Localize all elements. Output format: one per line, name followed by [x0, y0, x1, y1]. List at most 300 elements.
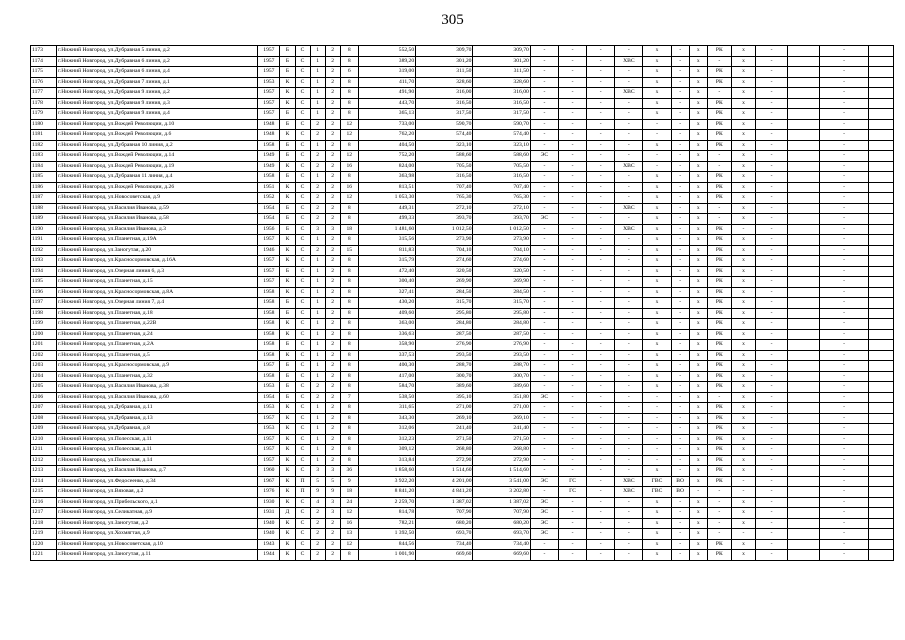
table-cell: - [820, 182, 868, 193]
table-cell: 269,10 [473, 413, 530, 424]
table-cell: 669,60 [473, 550, 530, 561]
table-cell: - [615, 445, 643, 456]
table-row [31, 518, 894, 529]
table-row [31, 308, 894, 319]
table-cell: - [731, 487, 755, 498]
table-cell: 8 [340, 56, 358, 67]
table-cell [788, 529, 820, 540]
table-cell: ХВС [615, 161, 643, 172]
table-cell: 269,10 [416, 413, 473, 424]
table-cell: 316,50 [416, 172, 473, 183]
table-cell: 4 201,00 [416, 476, 473, 487]
table-cell: Б [280, 119, 295, 130]
table-row [31, 245, 894, 256]
table-cell: 1203 [31, 361, 57, 372]
table-cell: - [820, 98, 868, 109]
table-cell: - [558, 235, 586, 246]
table-cell: 319,00 [358, 67, 415, 78]
table-cell: х [731, 109, 755, 120]
table-cell: - [756, 119, 788, 130]
table-cell: С [295, 203, 310, 214]
table-cell: х [643, 382, 671, 393]
table-cell: С [295, 109, 310, 120]
table-cell: С [295, 434, 310, 445]
table-cell: Б [280, 382, 295, 393]
table-cell: х [731, 445, 755, 456]
table-cell: х [643, 287, 671, 298]
table-cell: 1198 [31, 308, 57, 319]
table-cell: 271,50 [416, 434, 473, 445]
table-cell: С [295, 340, 310, 351]
table-cell: Б [280, 109, 295, 120]
table-cell: - [558, 508, 586, 519]
table-cell: С [295, 455, 310, 466]
table-cell [868, 382, 893, 393]
table-cell: х [643, 172, 671, 183]
table-cell: х [643, 88, 671, 99]
table-cell: 274,60 [473, 256, 530, 267]
table-cell: х [689, 119, 707, 130]
table-cell: - [587, 518, 615, 529]
table-cell: х [689, 382, 707, 393]
table-cell: - [820, 455, 868, 466]
table-cell: х [731, 277, 755, 288]
table-cell: - [731, 224, 755, 235]
table-cell: - [587, 151, 615, 162]
table-cell: - [530, 466, 558, 477]
table-cell: 2 [325, 287, 340, 298]
table-cell: 2 [310, 529, 325, 540]
table-cell [788, 161, 820, 172]
table-cell: К [280, 245, 295, 256]
table-cell: 16 [340, 518, 358, 529]
table-cell: - [615, 392, 643, 403]
table-cell: х [731, 497, 755, 508]
table-cell: х [689, 56, 707, 67]
table-cell: х [689, 455, 707, 466]
table-cell: - [558, 245, 586, 256]
table-cell [788, 245, 820, 256]
table-cell: - [615, 235, 643, 246]
table-cell: х [689, 529, 707, 540]
table-cell: г.Нижний Новгород, ул.Дубравная 11 линия, д.4 [57, 172, 258, 183]
table-cell: х [731, 392, 755, 403]
table-cell: - [558, 287, 586, 298]
table-cell: - [615, 130, 643, 141]
table-cell: х [689, 67, 707, 78]
table-cell: х [731, 424, 755, 435]
table-cell: - [587, 529, 615, 540]
table-cell: г.Нижний Новгород, ул.Вождей Революции, д.6 [57, 130, 258, 141]
table-cell: - [820, 256, 868, 267]
table-cell: 1943 [258, 539, 280, 550]
table-cell: - [671, 424, 689, 435]
table-cell: - [615, 466, 643, 477]
table-cell: 1 [310, 235, 325, 246]
table-cell: - [643, 403, 671, 414]
table-cell: 1958 [258, 298, 280, 309]
table-cell: 5 [325, 476, 340, 487]
table-cell: 1 387,02 [473, 497, 530, 508]
table-cell: 765,30 [473, 193, 530, 204]
table-cell: 2 [325, 392, 340, 403]
table-row [31, 119, 894, 130]
table-cell [788, 308, 820, 319]
table-cell: - [671, 539, 689, 550]
table-cell: - [558, 98, 586, 109]
table-row [31, 455, 894, 466]
table-cell: 2 [325, 518, 340, 529]
table-cell: х [731, 350, 755, 361]
table-cell: К [280, 550, 295, 561]
table-cell: - [756, 308, 788, 319]
table-cell: 762,20 [358, 130, 415, 141]
table-cell: 707,90 [416, 508, 473, 519]
table-row [31, 319, 894, 330]
table-cell [788, 298, 820, 309]
table-cell [788, 382, 820, 393]
table-cell: 1210 [31, 434, 57, 445]
table-row [31, 392, 894, 403]
table-cell: 1214 [31, 476, 57, 487]
table-cell: 2 [310, 182, 325, 193]
table-cell: 1212 [31, 455, 57, 466]
table-cell: 1 [310, 88, 325, 99]
table-cell [868, 308, 893, 319]
table-cell: 8 [340, 46, 358, 57]
table-cell: - [707, 151, 731, 162]
table-cell [788, 403, 820, 414]
table-cell [788, 497, 820, 508]
table-cell: 15 [340, 245, 358, 256]
table-cell: 13 [340, 529, 358, 540]
table-cell: 472,40 [358, 266, 415, 277]
table-cell: 271,50 [473, 434, 530, 445]
table-cell: - [587, 245, 615, 256]
table-cell: - [671, 235, 689, 246]
table-cell: - [820, 529, 868, 540]
table-cell: - [530, 46, 558, 57]
table-cell: - [756, 508, 788, 519]
table-cell: - [558, 224, 586, 235]
table-row [31, 529, 894, 540]
table-cell: 1957 [258, 434, 280, 445]
table-cell: - [820, 308, 868, 319]
table-cell [868, 476, 893, 487]
table-cell: 327,41 [358, 287, 415, 298]
table-row [31, 329, 894, 340]
table-cell: х [689, 371, 707, 382]
table-cell: - [756, 56, 788, 67]
table-cell: 1 [310, 172, 325, 183]
table-cell: С [295, 329, 310, 340]
table-cell: - [530, 403, 558, 414]
table-cell: 705,50 [416, 161, 473, 172]
table-cell [788, 67, 820, 78]
table-cell: х [689, 424, 707, 435]
table-cell: 552,50 [358, 46, 415, 57]
table-cell: С [295, 413, 310, 424]
table-cell: - [587, 361, 615, 372]
table-cell: - [671, 77, 689, 88]
table-cell: - [820, 361, 868, 372]
table-cell: - [615, 193, 643, 204]
table-cell: - [820, 235, 868, 246]
table-cell: - [558, 46, 586, 57]
table-cell [868, 424, 893, 435]
table-cell: - [558, 109, 586, 120]
table-cell: х [643, 539, 671, 550]
table-cell: - [820, 497, 868, 508]
table-cell: - [671, 151, 689, 162]
table-cell: - [707, 508, 731, 519]
table-cell: С [295, 266, 310, 277]
table-cell: - [587, 77, 615, 88]
table-cell: 449,31 [358, 203, 415, 214]
table-cell: 2 [325, 266, 340, 277]
table-cell: г.Нижний Новгород, ул.Планетная, д.2А [57, 340, 258, 351]
table-cell: 417,00 [358, 371, 415, 382]
table-cell: 1 [310, 256, 325, 267]
table-cell: 8 [340, 109, 358, 120]
table-cell: 733,00 [358, 119, 415, 130]
table-cell: х [689, 235, 707, 246]
table-cell: - [820, 119, 868, 130]
table-cell: - [756, 466, 788, 477]
table-cell: 491,90 [358, 88, 415, 99]
table-cell: 4 841,20 [416, 487, 473, 498]
table-cell: х [731, 518, 755, 529]
table-cell: - [671, 382, 689, 393]
table-cell: - [587, 119, 615, 130]
table-cell: 1940 [258, 529, 280, 540]
table-cell: С [295, 67, 310, 78]
table-row [31, 497, 894, 508]
table-cell [868, 172, 893, 183]
table-cell: - [558, 319, 586, 330]
table-cell: х [643, 245, 671, 256]
table-cell: - [671, 119, 689, 130]
table-cell: 1951 [258, 182, 280, 193]
table-cell: 241,40 [473, 424, 530, 435]
table-cell: - [558, 455, 586, 466]
table-cell: - [558, 413, 586, 424]
table-cell: - [558, 88, 586, 99]
table-cell: 6 [340, 67, 358, 78]
table-cell: х [643, 56, 671, 67]
table-cell: г.Нижний Новгород, ул.Селикатная, д.9 [57, 508, 258, 519]
table-cell: 2 [325, 256, 340, 267]
table-cell: х [731, 287, 755, 298]
table-cell: х [643, 109, 671, 120]
table-cell: х [643, 340, 671, 351]
table-cell: - [820, 67, 868, 78]
table-cell: - [530, 308, 558, 319]
table-row [31, 67, 894, 78]
table-cell: - [615, 382, 643, 393]
table-cell: К [280, 329, 295, 340]
table-cell: - [587, 539, 615, 550]
table-cell: х [731, 67, 755, 78]
table-cell: - [756, 392, 788, 403]
table-cell: - [671, 67, 689, 78]
table-cell: РК [707, 266, 731, 277]
table-cell: 2 [325, 67, 340, 78]
table-cell: г.Нижний Новгород, ул.Федосеенко, д.34 [57, 476, 258, 487]
table-cell: 2 [325, 298, 340, 309]
table-cell: х [689, 550, 707, 561]
table-row [31, 403, 894, 414]
table-cell: - [530, 434, 558, 445]
table-cell: 288,70 [473, 361, 530, 372]
table-cell: 276,90 [473, 340, 530, 351]
table-cell: С [295, 119, 310, 130]
table-cell: - [530, 413, 558, 424]
table-cell: - [587, 350, 615, 361]
table-cell: х [731, 550, 755, 561]
table-cell: 2 [310, 539, 325, 550]
table-cell: х [689, 329, 707, 340]
table-cell: - [756, 287, 788, 298]
table-cell: 1 001,90 [358, 550, 415, 561]
table-cell: 2 [325, 214, 340, 225]
table-cell: К [280, 539, 295, 550]
table-cell: Б [280, 361, 295, 372]
table-cell: - [671, 298, 689, 309]
table-cell: С [295, 151, 310, 162]
table-cell: х [689, 476, 707, 487]
table-cell: С [295, 445, 310, 456]
table-cell: х [643, 67, 671, 78]
table-cell: Б [280, 266, 295, 277]
table-cell [868, 319, 893, 330]
table-cell: - [587, 413, 615, 424]
table-cell: х [689, 46, 707, 57]
table-cell: - [643, 392, 671, 403]
table-cell: - [671, 361, 689, 372]
table-cell: РК [707, 403, 731, 414]
table-cell: х [731, 256, 755, 267]
table-cell: - [615, 214, 643, 225]
table-cell: С [295, 518, 310, 529]
table-cell: 1200 [31, 329, 57, 340]
table-cell: х [643, 98, 671, 109]
table-cell: 538,50 [358, 392, 415, 403]
table-cell: г.Нижний Новгород, ул.Вождей Революции, д.14 [57, 151, 258, 162]
table-cell: - [756, 445, 788, 456]
table-cell: 1217 [31, 508, 57, 519]
table-cell: - [530, 256, 558, 267]
table-cell: - [615, 287, 643, 298]
table-cell: ЭС [530, 214, 558, 225]
table-cell: 2 [325, 77, 340, 88]
table-cell: - [587, 476, 615, 487]
table-cell: 9 [310, 487, 325, 498]
table-cell: 1958 [258, 308, 280, 319]
table-cell [868, 455, 893, 466]
table-cell: 1207 [31, 403, 57, 414]
table-cell: - [587, 172, 615, 183]
table-cell: - [820, 424, 868, 435]
table-cell: 1 012,50 [416, 224, 473, 235]
table-cell: 1 514,60 [416, 466, 473, 477]
table-cell: 1209 [31, 424, 57, 435]
table-cell: 2 [325, 319, 340, 330]
table-cell: - [820, 476, 868, 487]
table-cell: х [689, 214, 707, 225]
table-cell: 1954 [258, 203, 280, 214]
table-cell: 2 [310, 382, 325, 393]
table-cell: - [671, 371, 689, 382]
table-cell: ХВС [615, 476, 643, 487]
table-cell: 2 [310, 203, 325, 214]
table-cell: С [295, 382, 310, 393]
table-cell: - [530, 329, 558, 340]
table-cell: РК [707, 277, 731, 288]
table-cell [868, 193, 893, 204]
table-cell: г.Нижний Новгород, ул.Новосоветская, д.10 [57, 539, 258, 550]
table-cell: х [643, 466, 671, 477]
table-cell [868, 266, 893, 277]
table-cell: 734,40 [473, 539, 530, 550]
table-cell: - [530, 245, 558, 256]
table-cell: 1192 [31, 245, 57, 256]
table-cell: - [756, 140, 788, 151]
table-cell: 1 481,60 [358, 224, 415, 235]
table-cell: - [756, 151, 788, 162]
table-cell: 1957 [258, 56, 280, 67]
table-cell: - [615, 298, 643, 309]
table-cell: С [295, 245, 310, 256]
table-cell: РК [707, 287, 731, 298]
table-cell [868, 340, 893, 351]
table-row [31, 203, 894, 214]
table-cell: ХВС [615, 56, 643, 67]
table-cell: 3 [325, 497, 340, 508]
table-cell: 707,90 [473, 508, 530, 519]
table-cell: 1946 [258, 245, 280, 256]
table-cell: х [689, 224, 707, 235]
table-cell: - [530, 109, 558, 120]
table-row [31, 193, 894, 204]
table-cell: - [643, 130, 671, 141]
table-cell: 1201 [31, 340, 57, 351]
table-row [31, 487, 894, 498]
table-cell: 2 [325, 550, 340, 561]
table-cell: - [643, 413, 671, 424]
table-cell: - [820, 151, 868, 162]
table-cell: 844,56 [358, 539, 415, 550]
table-cell: - [558, 434, 586, 445]
table-cell: - [756, 424, 788, 435]
table-cell: г.Нижний Новгород, ул.Планетная, д.5 [57, 350, 258, 361]
table-cell: 12 [340, 119, 358, 130]
table-cell: - [820, 487, 868, 498]
table-cell: - [671, 88, 689, 99]
table-cell: х [643, 224, 671, 235]
table-cell: Б [280, 340, 295, 351]
table-cell: С [295, 466, 310, 477]
table-cell: 1211 [31, 445, 57, 456]
table-cell: РК [707, 182, 731, 193]
table-cell [788, 193, 820, 204]
table-cell: - [615, 277, 643, 288]
table-cell: 705,50 [473, 161, 530, 172]
table-cell: С [295, 319, 310, 330]
table-cell: 1931 [258, 508, 280, 519]
table-cell: 1944 [258, 550, 280, 561]
table-cell [788, 476, 820, 487]
